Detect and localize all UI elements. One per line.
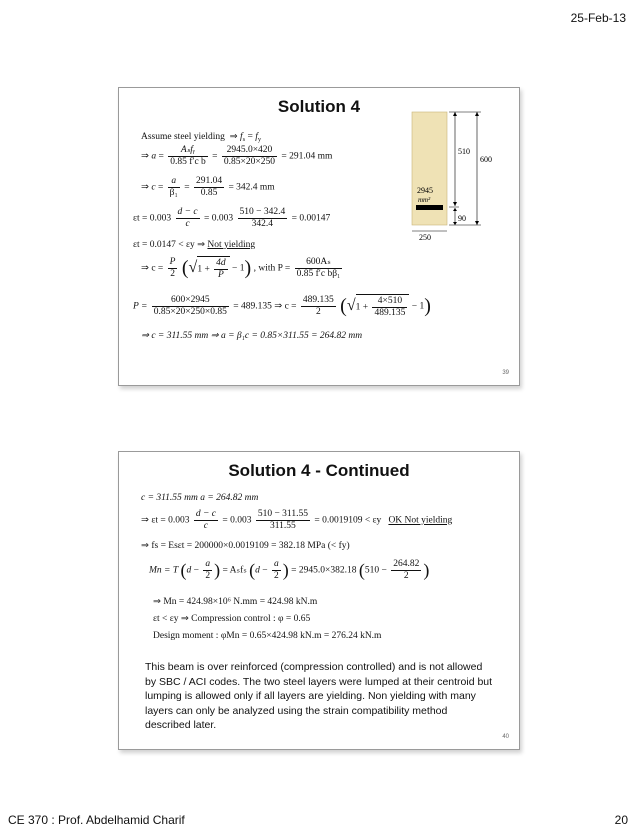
- slide-solution-4: [118, 87, 520, 386]
- slide-title: Solution 4: [277, 97, 361, 116]
- fraction: $\frac{a}{2}$: [205, 559, 211, 581]
- dim-250: 250: [419, 233, 431, 240]
- slide-title: Solution 4 - Continued: [228, 461, 410, 480]
- fraction: $\frac{291.04}{0.85}$: [195, 176, 223, 198]
- fraction: $\frac{264.82}{2}$: [393, 559, 420, 581]
- equation-mn: ⇒ Mn = 424.98×10⁶ N.mm = 424.98 kN.m: [153, 597, 318, 607]
- fraction: $\frac{d - c}{c}$: [195, 509, 216, 531]
- steel-area-unit: mm²: [418, 196, 431, 204]
- fraction: $\frac{600\times 2945}{0.85\times 20\times 250\times 0.85}$: [153, 295, 227, 317]
- steel-bar: [416, 205, 443, 210]
- equation-c: ⇒ c = $\frac{a}{\text{β₁}}$ = $\frac{291.04}{0.85}$ = 342.4 mm: [141, 176, 275, 198]
- fraction: $\frac{P}{2}$: [169, 257, 176, 279]
- fraction: $\frac{d - c}{c}$: [177, 207, 198, 229]
- fraction: $\frac{510 - 342.4}{342.4}$: [239, 207, 286, 229]
- equation-c-quadratic: ⇒ c = $\frac{P}{2}$ (√1 + $\frac{4d}{P}$ − 1) , with P = $\frac{\text{600Aₛ}}{\text{0.85 f′c bβ₁}}$: [141, 256, 341, 280]
- fraction: $\frac{4d}{P}$: [216, 258, 226, 280]
- equation-strain: ⇒ εt = 0.003 $\frac{d - c}{c}$ = 0.003 $\frac{510 - 311.55}{311.55}$ = 0.0019109 < εy OK Not yielding: [141, 509, 453, 531]
- equation-moment: Mn = T (d − $\frac{a}{2}$ ) = Aₛfₛ (d − $\frac{a}{2}$ ) = 2945.0×382.18 (510 − $\frac{264.82}{2}$ ): [149, 559, 430, 581]
- equation-p-numeric: P = $\frac{600\times 2945}{0.85\times 20\times 250\times 0.85}$ = 489.135 ⇒ c = $\frac{489.135}{2}$ (√1 + $\frac{4\times 510}{489.135}$ − 1): [133, 294, 431, 318]
- fraction: $\frac{489.135}{2}$: [302, 295, 334, 317]
- fraction: $\frac{a}{2}$: [274, 559, 279, 581]
- beam-section-figure: [403, 110, 513, 240]
- fraction: $\frac{\text{Aₛfᵧ}}{\text{0.85 f′c b}}$: [170, 145, 206, 167]
- header-date: 25-Feb-13: [570, 11, 626, 25]
- equation-not-yielding: εt = 0.0147 < εy ⇒ Not yielding: [133, 240, 256, 250]
- line-c-a: c = 311.55 mm a = 264.82 mm: [141, 493, 259, 503]
- equation-design-moment: Design moment : φMn = 0.65×424.98 kN.m = 276.24 kN.m: [153, 631, 382, 641]
- equation-compression-control: εt < εy ⇒ Compression control : φ = 0.65: [153, 614, 311, 624]
- fraction: $\frac{510 - 311.55}{311.55}$: [257, 509, 308, 531]
- equation-fs: ⇒ fs = Esεt = 200000×0.0019109 = 382.18 MPa (< fy): [141, 541, 350, 551]
- fraction: $\frac{2945.0\times 420}{0.85\times 20\times 250}$: [223, 145, 275, 167]
- fraction: $\frac{4\times 510}{489.135}$: [374, 296, 406, 318]
- equation-final: ⇒ c = 311.55 mm ⇒ a = β₁c = 0.85×311.55 = 264.82 mm: [141, 331, 363, 341]
- fraction: $\frac{\text{600Aₛ}}{\text{0.85 f′c bβ₁}}$: [296, 257, 341, 279]
- dim-510: 510: [458, 147, 470, 156]
- not-yielding-label: Not yielding: [207, 240, 256, 250]
- slide-number: 40: [502, 734, 509, 741]
- footer-page-number: 20: [614, 813, 628, 827]
- slide-solution-4-continued: [118, 451, 520, 750]
- assume-text: Assume steel yielding: [141, 132, 225, 142]
- steel-area: 2945: [417, 186, 433, 195]
- conclusion-paragraph: This beam is over reinforced (compression controlled) and is not allowed by SBC / ACI codes. The two steel layers were lumped at their centroid but lumping is allowed only if all layers are yielding. Non yielding with many layers can only be analyzed using the strain compatibility method described later.: [145, 661, 493, 731]
- dim-600: 600: [480, 155, 492, 164]
- fraction: $\frac{a}{\text{β₁}}$: [169, 176, 178, 198]
- slide-number: 39: [502, 370, 509, 377]
- assumption-line: Assume steel yielding ⇒ $f_s = f_y$: [141, 132, 262, 143]
- dim-90: 90: [458, 214, 466, 223]
- equation-strain: εt = 0.003 $\frac{d - c}{c}$ = 0.003 $\frac{510 - 342.4}{342.4}$ = 0.00147: [133, 207, 331, 229]
- ok-not-yielding: OK Not yielding: [388, 515, 453, 526]
- footer-course: CE 370 : Prof. Abdelhamid Charif: [8, 813, 185, 827]
- equation-a: ⇒ a = $\frac{\text{Aₛfᵧ}}{\text{0.85 f′c b}}$ = $\frac{2945.0\times 420}{0.85\times 20\times 250}$ = 291.04 mm: [141, 145, 333, 167]
